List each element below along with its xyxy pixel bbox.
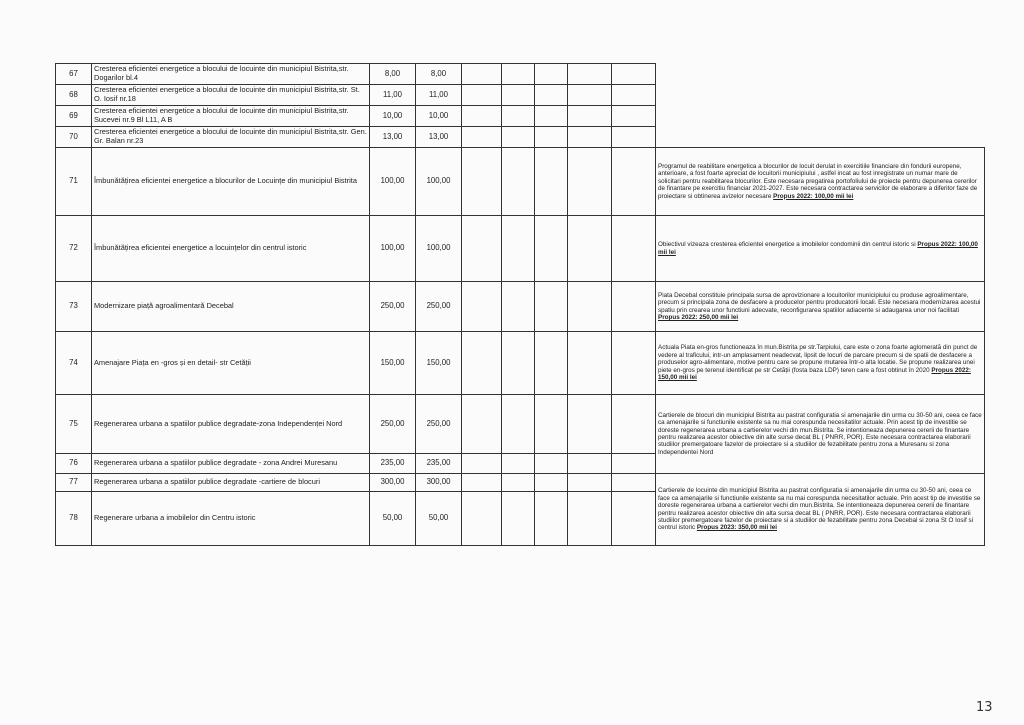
table-row bbox=[56, 64, 985, 85]
value-2: 100,00 bbox=[416, 148, 462, 216]
value-1: 10,00 bbox=[370, 106, 416, 127]
investments-table bbox=[55, 63, 985, 546]
description bbox=[656, 395, 985, 474]
table-row bbox=[56, 395, 985, 454]
table-row bbox=[56, 216, 985, 282]
value-1: 235,00 bbox=[370, 454, 416, 474]
row-number: 74 bbox=[56, 332, 92, 395]
project-title: Modernizare piață agroalimentară Decebal bbox=[92, 282, 370, 332]
description-text: Cartierele de blocuri din municipiul Bistrita au pastrat configuratia si amenajarile din urma cu 30-50 ani, ceea ce face ca amenajarile si functiunile existente sa nu mai corespunda necesitatilor actuale. Prin acest tip de investitie se doreste regenerarea urbana a cartierelor vechi din mun.Bistrita. Se intentioneaza depunerea cererii de finantare pentru realizarea acestor obiective din alte surse decat BL ( PNRR, POR). Este necesara contractarea elaborarii studiilor premergatoare fazelor de proiectare si a studiilor de fezabilitate pentru zona a Muresanu si zona Independentei Nord bbox=[658, 411, 982, 456]
proposal: Propus 2023: 350,00 mii lei bbox=[696, 524, 777, 532]
project-title: Cresterea eficientei energetice a blocului de locuinte din municipiul Bistrita,str. St. O. Iosif nr.18 bbox=[92, 85, 370, 106]
value-1: 8,00 bbox=[370, 64, 416, 85]
project-title: Cresterea eficientei energetice a blocului de locuinte din municipiul Bistrita,str. Dogarilor bl.4 bbox=[92, 64, 370, 85]
project-title: Regenerarea urbana a spatiilor publice degradate-zona Independenței Nord bbox=[92, 395, 370, 454]
description-text: Programul de reabilitare energetica a blocurilor de locuit derulat in exercitiile financiare din fondurii europene, anterioare, a fost foarte apreciat de locuitorii municipiului , astfel incat au fost inregistrate un numar mare de solicitari pentru reabilitarea blocurilor. Este necesara pregatirea portofoliului de proiecte pentru depunerea cererilor de finantare pe exercitiu financiar 2021-2027. Este necesara contractarea servicilor de elaborare a diferitor faze de proiectare si obtinerea avizelor necesare bbox=[658, 162, 978, 200]
value-1: 150,00 bbox=[370, 332, 416, 395]
row-number: 75 bbox=[56, 395, 92, 454]
row-number: 68 bbox=[56, 85, 92, 106]
proposal: Propus 2022: 250,00 mii lei bbox=[658, 313, 739, 321]
value-1: 100,00 bbox=[370, 216, 416, 282]
row-number: 76 bbox=[56, 454, 92, 474]
project-title: Regenerarea urbana a spatiilor publice degradate -cartiere de blocuri bbox=[92, 474, 370, 492]
description bbox=[656, 216, 985, 282]
value-2: 250,00 bbox=[416, 395, 462, 454]
value-1: 100,00 bbox=[370, 148, 416, 216]
description-text: Piata Decebal constituie principala sursa de aprovizionare a locuitorilor municipiului cu produse agroalimentare, precum si principala zona de desfacere a producelor pentru producatorii locali. Este necesara modernizarea acestui spatiu prin crearea unor functiuni adecvate, reconfigurarea spatiilor adiacente si adaugarea unor noi facilitati bbox=[658, 291, 981, 314]
description bbox=[656, 474, 985, 546]
project-title: Regenerare urbana a imobilelor din Centru istoric bbox=[92, 492, 370, 546]
value-1: 11,00 bbox=[370, 85, 416, 106]
row-number: 78 bbox=[56, 492, 92, 546]
value-1: 13,00 bbox=[370, 127, 416, 148]
project-title: Îmbunătățirea eficientei energetice a blocurilor de Locuințe din municipiul Bistrita bbox=[92, 148, 370, 216]
value-2: 50,00 bbox=[416, 492, 462, 546]
project-title: Amenajare Piața en -gros și en detail- str Cetății bbox=[92, 332, 370, 395]
project-title: Cresterea eficientei energetice a blocului de locuinte din municipiul Bistrita,str. Sucevei nr.9 Bl L11, A B bbox=[92, 106, 370, 127]
description-text: Actuala Piata en-gros functioneaza în mun.Bistrita pe str.Tarpiului, care este o zona foarte aglomerată din punct de vedere al traficului, intr-un amplasament neadecvat, lipsit de locuri de parcare precum si de spatii de desfacere a produselor agro-alimentare, motive pentru care se propune mutarea într-o alta locatie. Se propune realizarea unei piete en-gros pe terenul identificat pe str Cetății (fosta baza LDP) teren care a fost obtinut în 2020 bbox=[658, 344, 978, 374]
table-row bbox=[56, 332, 985, 395]
row-number: 71 bbox=[56, 148, 92, 216]
empty-description bbox=[656, 64, 985, 148]
value-1: 250,00 bbox=[370, 395, 416, 454]
project-title: Îmbunătățirea eficientei energetice a locuințelor din centrul istoric bbox=[92, 216, 370, 282]
value-2: 100,00 bbox=[416, 216, 462, 282]
row-number: 70 bbox=[56, 127, 92, 148]
table-row bbox=[56, 148, 985, 216]
proposal: Propus 2022: 100,00 mii lei bbox=[773, 192, 854, 200]
row-number: 77 bbox=[56, 474, 92, 492]
description bbox=[656, 282, 985, 332]
value-1: 250,00 bbox=[370, 282, 416, 332]
value-2: 13,00 bbox=[416, 127, 462, 148]
value-2: 8,00 bbox=[416, 64, 462, 85]
value-2: 150,00 bbox=[416, 332, 462, 395]
description-text: Obiectivul vizeaza cresterea eficientei energetice a imobilelor condominii din centrul istoric si bbox=[658, 241, 916, 249]
value-2: 250,00 bbox=[416, 282, 462, 332]
table-row bbox=[56, 282, 985, 332]
value-2: 11,00 bbox=[416, 85, 462, 106]
row-number: 73 bbox=[56, 282, 92, 332]
description-text: Cartierele de locuinte din municipiul Bistrita au pastrat configuratia si amenajarile din urma cu 30-50 ani, ceea ce face ca amenajarile si functiunile existente sa nu mai corespunda necesitatilor actuale. Prin acest tip de investitie se doreste regenerarea urbana a cartierelor vechi din mun.Bistrita. Se intentioneaza depunerea cererii de finantare pentru realizarea acestor obiective din alta sursa decat BL ( PNRR, POR). Este necesara contractarea elaborarii studiilor premergatoare fazelor de proiectare si a studiilor de fezabilitate pentru zona Decebal si zona St O Iosif si centrul istoric bbox=[658, 487, 981, 532]
row-number: 72 bbox=[56, 216, 92, 282]
description bbox=[656, 332, 985, 395]
row-number: 67 bbox=[56, 64, 92, 85]
value-1: 50,00 bbox=[370, 492, 416, 546]
value-1: 300,00 bbox=[370, 474, 416, 492]
page-number: 13 bbox=[976, 700, 993, 715]
description bbox=[656, 148, 985, 216]
proposal: Propus 2022: 100,00 mii lei bbox=[658, 241, 978, 256]
project-title: Regenerarea urbana a spatiilor publice degradate - zona Andrei Muresanu bbox=[92, 454, 370, 474]
value-2: 10,00 bbox=[416, 106, 462, 127]
project-title: Cresterea eficientei energetice a blocului de locuinte din municipiul Bistrita,str. Gen. Gr. Balan nr.23 bbox=[92, 127, 370, 148]
row-number: 69 bbox=[56, 106, 92, 127]
table-row bbox=[56, 474, 985, 492]
value-2: 300,00 bbox=[416, 474, 462, 492]
proposal: Propus 2022: 150,00 mii lei bbox=[658, 366, 971, 382]
value-2: 235,00 bbox=[416, 454, 462, 474]
